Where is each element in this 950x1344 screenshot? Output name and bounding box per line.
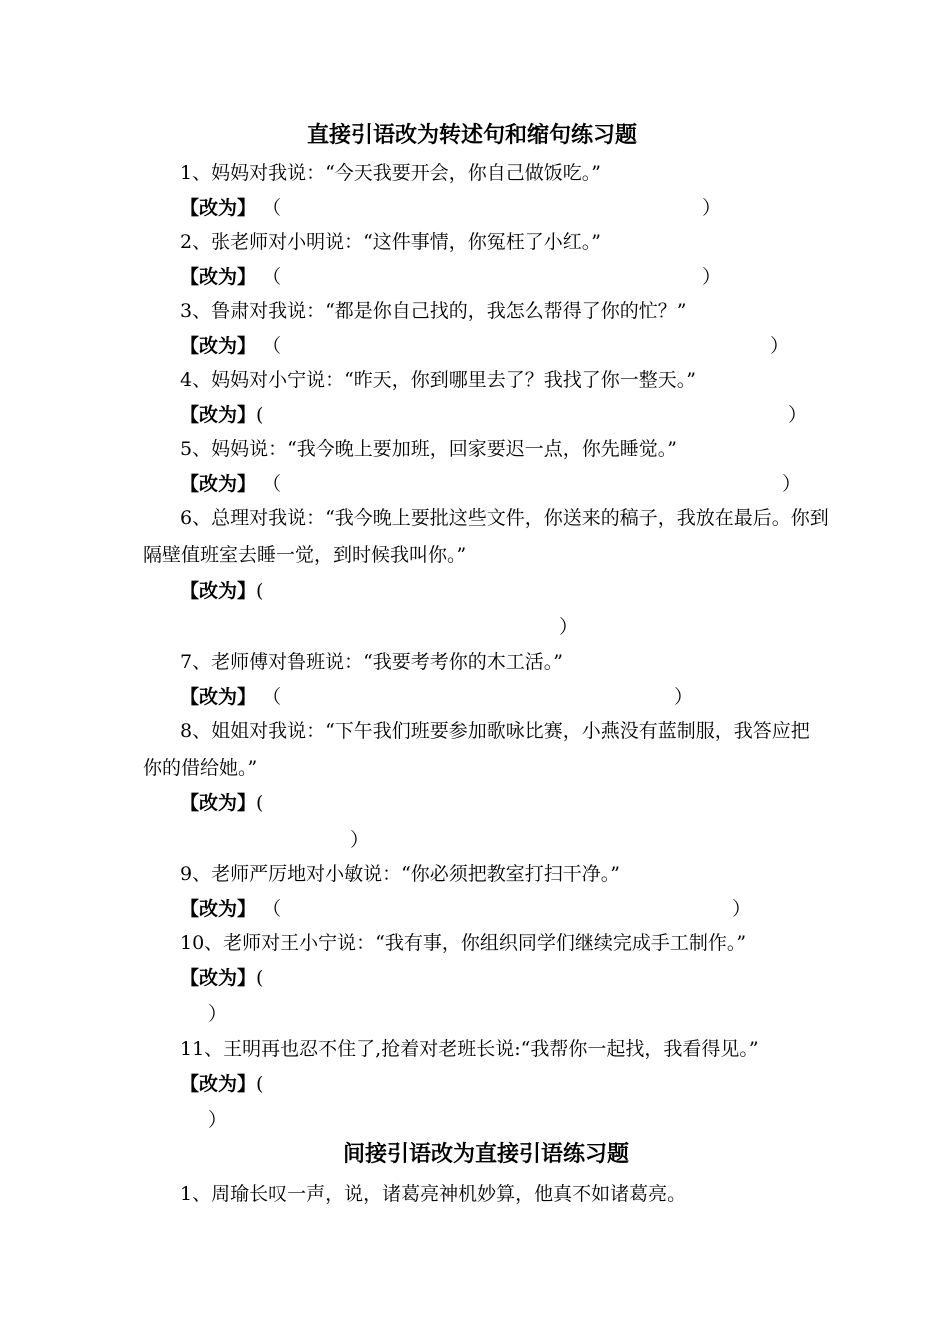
open-paren: （ bbox=[262, 898, 282, 920]
question-6-line-1: 6、总理对我说：“我今晚上要批这些文件，你送来的稿子，我放在最后。你到 bbox=[180, 507, 829, 529]
question-10: 10、老师对王小宁说：“我有事，你组织同学们继续完成手工制作。” bbox=[180, 932, 747, 954]
answer-row-8 bbox=[180, 792, 263, 814]
answer-label: 【改为】 bbox=[180, 335, 257, 357]
question-8-line-2: 你的借给她。” bbox=[143, 757, 258, 779]
open-paren: ( bbox=[256, 792, 264, 814]
open-paren: ( bbox=[256, 1073, 264, 1095]
close-paren: ） bbox=[702, 266, 722, 288]
answer-label: 【改为】 bbox=[180, 404, 257, 426]
section2-title: 间接引语改为直接引语练习题 bbox=[343, 1142, 630, 1167]
answer-label: 【改为】 bbox=[180, 266, 257, 288]
close-paren: ） bbox=[208, 1003, 228, 1025]
question-3: 3、鲁肃对我说：“都是你自己找的，我怎么帮得了你的忙？” bbox=[180, 300, 687, 322]
answer-label: 【改为】 bbox=[180, 197, 257, 219]
question-5: 5、妈妈说：“我今晚上要加班，回家要迟一点，你先睡觉。” bbox=[180, 438, 678, 460]
answer-row-5 bbox=[180, 473, 281, 495]
question-9: 9、老师严厉地对小敏说：“你必须把教室打扫干净。” bbox=[180, 863, 621, 885]
answer-row-2 bbox=[180, 266, 281, 288]
close-paren: ） bbox=[559, 616, 579, 638]
question-7: 7、老师傅对鲁班说：“我要考考你的木工活。” bbox=[180, 651, 564, 673]
answer-label: 【改为】 bbox=[180, 898, 257, 920]
answer-label: 【改为】 bbox=[180, 967, 257, 989]
answer-row-3 bbox=[180, 335, 281, 357]
close-paren: ） bbox=[702, 197, 722, 219]
answer-label: 【改为】 bbox=[180, 686, 257, 708]
open-paren: （ bbox=[262, 266, 282, 288]
answer-row-7 bbox=[180, 686, 281, 708]
close-paren: ） bbox=[674, 686, 694, 708]
answer-row-6 bbox=[180, 580, 263, 602]
open-paren: （ bbox=[262, 335, 282, 357]
close-paren: ） bbox=[350, 829, 370, 851]
answer-label: 【改为】 bbox=[180, 792, 257, 814]
answer-row-1 bbox=[180, 197, 281, 219]
open-paren: ( bbox=[256, 580, 264, 602]
open-paren: （ bbox=[262, 197, 282, 219]
answer-row-4 bbox=[180, 404, 263, 426]
answer-label: 【改为】 bbox=[180, 473, 257, 495]
question-2: 2、张老师对小明说：“这件事情，你冤枉了小红。” bbox=[180, 231, 602, 253]
question-6-line-2: 隔壁值班室去睡一觉，到时候我叫你。” bbox=[143, 544, 467, 566]
close-paren: ） bbox=[788, 404, 808, 426]
question-1: 1、妈妈对我说：“今天我要开会，你自己做饭吃。” bbox=[180, 162, 602, 184]
answer-row-10 bbox=[180, 967, 263, 989]
answer-row-9 bbox=[180, 898, 281, 920]
close-paren: ） bbox=[208, 1109, 228, 1131]
open-paren: （ bbox=[262, 686, 282, 708]
answer-label: 【改为】 bbox=[180, 580, 257, 602]
question-4: 4、妈妈对小宁说：“昨天，你到哪里去了？我找了你一整天。” bbox=[180, 369, 697, 391]
answer-label: 【改为】 bbox=[180, 1073, 257, 1095]
section1-title: 直接引语改为转述句和缩句练习题 bbox=[307, 123, 638, 148]
close-paren: ） bbox=[782, 473, 802, 495]
open-paren: ( bbox=[256, 404, 264, 426]
question-11: 11、王明再也忍不住了,抢着对老班长说:“我帮你一起找，我看得见。” bbox=[180, 1038, 759, 1060]
question-8-line-1: 8、姐姐对我说：“下午我们班要参加歌咏比赛，小燕没有蓝制服，我答应把 bbox=[180, 720, 810, 742]
open-paren: ( bbox=[256, 967, 264, 989]
close-paren: ） bbox=[732, 898, 752, 920]
close-paren: ） bbox=[770, 335, 790, 357]
section2-question-1: 1、周瑜长叹一声，说，诸葛亮神机妙算，他真不如诸葛亮。 bbox=[180, 1183, 687, 1205]
open-paren: （ bbox=[262, 473, 282, 495]
answer-row-11 bbox=[180, 1073, 263, 1095]
